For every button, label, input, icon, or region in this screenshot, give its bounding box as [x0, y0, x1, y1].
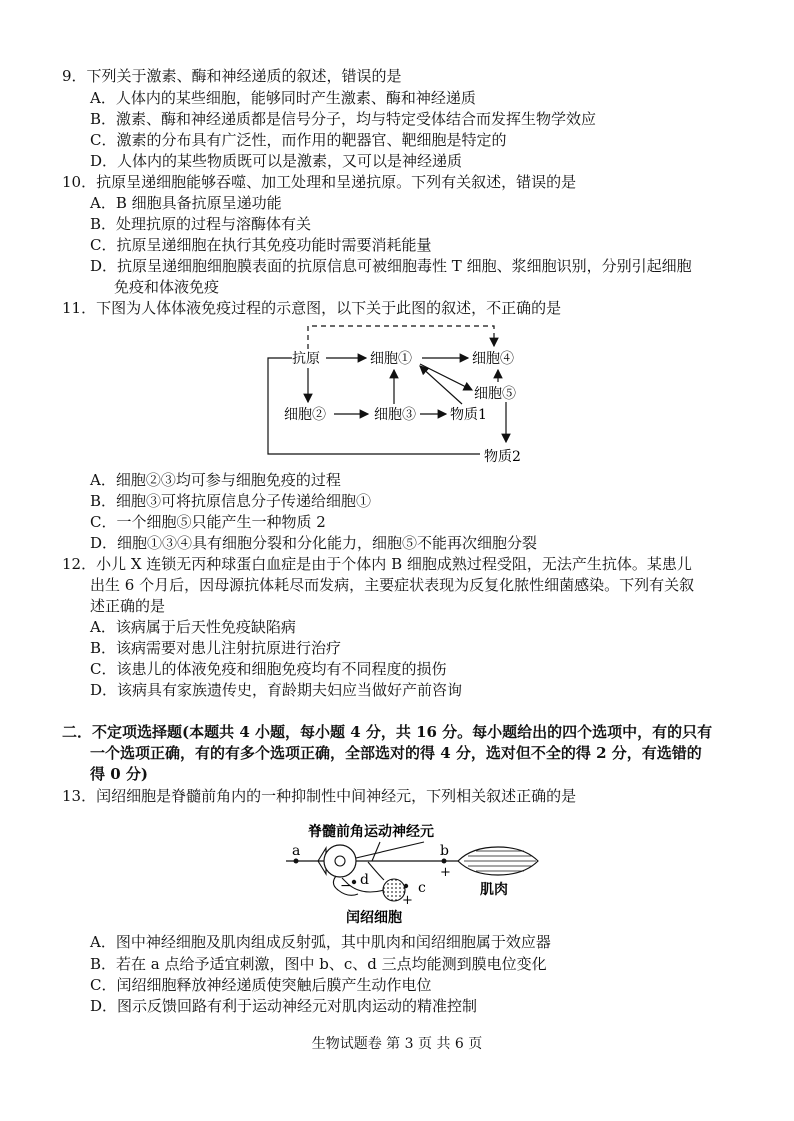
- label-substance2: 物质2: [484, 449, 521, 465]
- q11-option-a: A．细胞②③均可参与细胞免疫的过程: [90, 471, 341, 489]
- label-cell5: 细胞⑤: [474, 386, 516, 402]
- label-muscle: 肌肉: [480, 882, 508, 898]
- q12-stem-line1: 12．小儿 X 连锁无丙种球蛋白血症是由于个体内 B 细胞成熟过程受阻，无法产生抗体。某患儿: [62, 555, 692, 573]
- q10-option-d: D．抗原呈递细胞细胞膜表面的抗原信息可被细胞毒性 T 细胞、浆细胞识别，分别引起细胞: [90, 257, 692, 275]
- label-cell2: 细胞②: [284, 407, 326, 423]
- label-substance1: 物质1: [450, 407, 487, 423]
- label-a: a: [292, 843, 301, 859]
- label-renshaw: 闰绍细胞: [346, 910, 402, 926]
- q10-option-b: B．处理抗原的过程与溶酶体有关: [90, 215, 312, 233]
- section2-heading-line2: 一个选项正确，有的有多个选项正确，全部选对的得 4 分，选对但不全的得 2 分，有选错的: [90, 744, 702, 762]
- label-d: d: [360, 872, 369, 888]
- q9-option-c: C．激素的分布具有广泛性，而作用的靶器官、靶细胞是特定的: [90, 131, 507, 149]
- page-footer: 生物试题卷 第 3 页 共 6 页: [311, 1036, 483, 1052]
- section2-heading: 二．不定项选择题(本题共 4 小题，每小题 4 分，共 16 分。每小题给出的四个选项中，有的只有: [62, 723, 713, 741]
- q12-stem-line3: 述正确的是: [90, 597, 166, 615]
- q11-option-d: D．细胞①③④具有细胞分裂和分化能力，细胞⑤不能再次细胞分裂: [90, 534, 538, 552]
- q13-option-a: A．图中神经细胞及肌肉组成反射弧，其中肌肉和闰绍细胞属于效应器: [90, 933, 551, 951]
- q10-stem: 10．抗原呈递细胞能够吞噬、加工处理和呈递抗原。下列有关叙述，错误的是: [62, 173, 577, 191]
- q12-stem-line2: 出生 6 个月后，因母源抗体耗尽而发病，主要症状表现为反复化脓性细菌感染。下列有关叙: [90, 576, 695, 594]
- loop-line: [268, 358, 480, 454]
- q12-option-b: B．该病需要对患儿注射抗原进行治疗: [90, 639, 342, 657]
- q11-option-b: B．细胞③可将抗原信息分子传递给细胞①: [90, 492, 372, 510]
- immune-flow-diagram: [262, 318, 552, 468]
- label-b: b: [440, 843, 449, 859]
- label-minus: −: [340, 878, 352, 894]
- q9-option-a: A．人体内的某些细胞，能够同时产生激素、酶和神经递质: [90, 89, 476, 107]
- label-cell4: 细胞④: [472, 351, 514, 367]
- q9-option-d: D．人体内的某些物质既可以是激素，又可以是神经递质: [90, 152, 463, 170]
- label-plus-b: +: [440, 865, 451, 880]
- label-motor-neuron: 脊髓前角运动神经元: [308, 824, 434, 840]
- q9-stem: 9．下列关于激素、酶和神经递质的叙述，错误的是: [62, 67, 402, 85]
- label-c: c: [418, 880, 426, 896]
- label-plus-c: +: [402, 893, 413, 908]
- muscle-shape: [458, 847, 538, 875]
- q10-option-d-cont: 免疫和体液免疫: [114, 278, 220, 296]
- q10-option-a: A．B 细胞具备抗原呈递功能: [90, 194, 282, 212]
- renshaw-diagram: [282, 818, 542, 930]
- label-antigen: 抗原: [292, 351, 320, 367]
- q11-option-c: C．一个细胞⑤只能产生一种物质 2: [90, 513, 326, 531]
- dashed-feedback-line: [308, 326, 494, 349]
- q12-option-a: A．该病属于后天性免疫缺陷病: [90, 618, 296, 636]
- q9-option-b: B．激素、酶和神经递质都是信号分子，均与特定受体结合而发挥生物学效应: [90, 110, 597, 128]
- q11-stem: 11．下图为人体体液免疫过程的示意图，以下关于此图的叙述，不正确的是: [62, 299, 562, 317]
- q12-option-c: C．该患儿的体液免疫和细胞免疫均有不同程度的损伤: [90, 660, 447, 678]
- q13-option-d: D．图示反馈回路有利于运动神经元对肌肉运动的精准控制: [90, 997, 478, 1015]
- label-cell1: 细胞①: [370, 351, 412, 367]
- q10-option-c: C．抗原呈递细胞在执行其免疫功能时需要消耗能量: [90, 236, 432, 254]
- q13-option-b: B．若在 a 点给予适宜刺激，图中 b、c、d 三点均能测到膜电位变化: [90, 955, 547, 973]
- q13-stem: 13．闰绍细胞是脊髓前角内的一种抑制性中间神经元，下列相关叙述正确的是: [62, 787, 577, 805]
- label-cell3: 细胞③: [374, 407, 416, 423]
- q12-option-d: D．该病具有家族遗传史，育龄期夫妇应当做好产前咨询: [90, 681, 463, 699]
- section2-heading-line3: 得 0 分): [90, 765, 148, 783]
- q13-option-c: C．闰绍细胞释放神经递质使突触后膜产生动作电位: [90, 976, 432, 994]
